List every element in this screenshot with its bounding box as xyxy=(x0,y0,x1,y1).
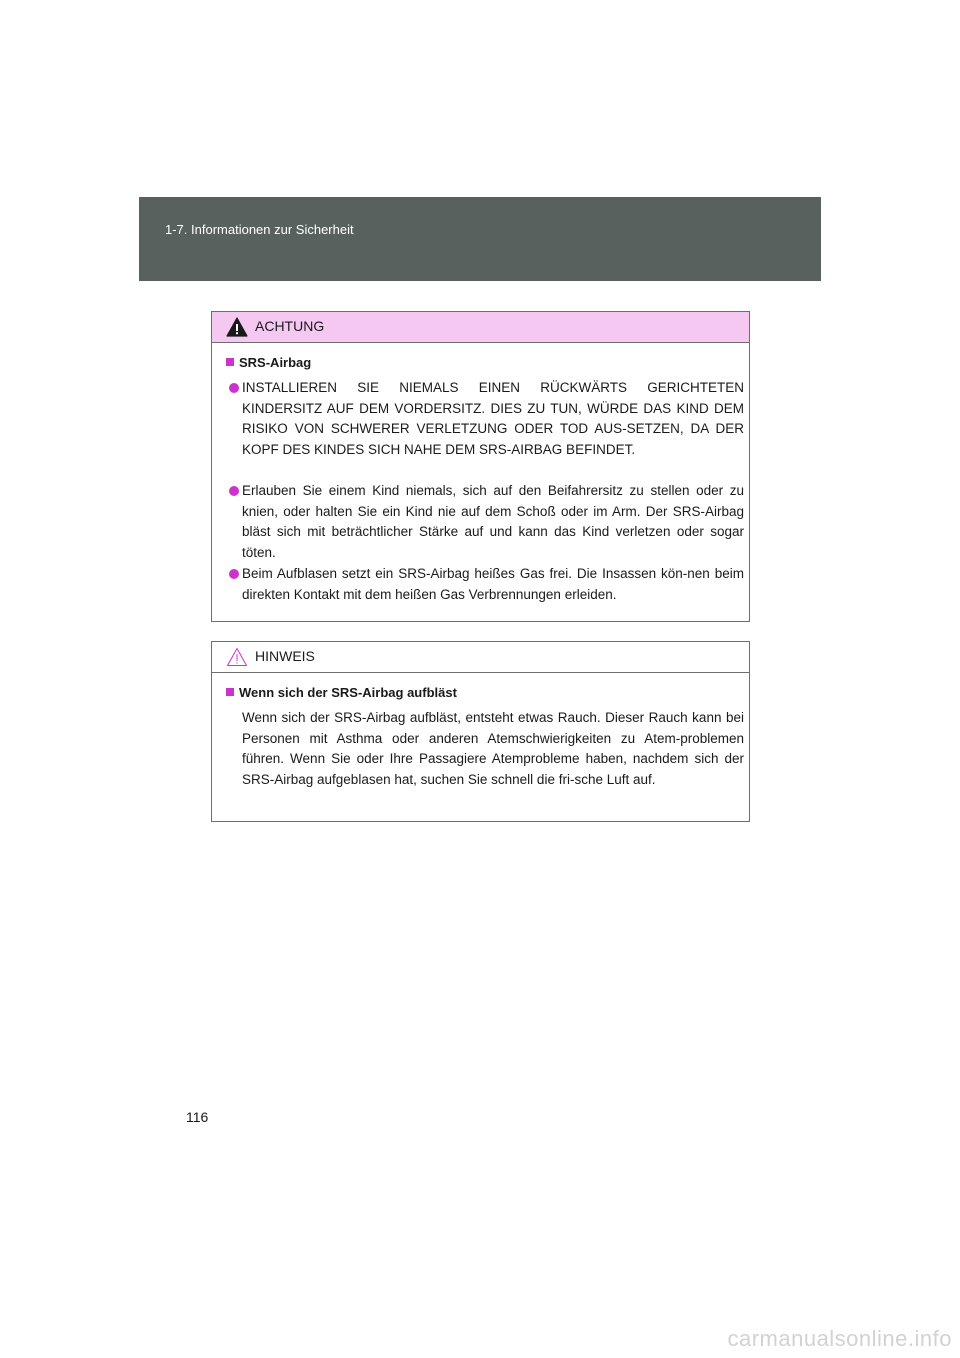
section-header-bar xyxy=(139,197,821,281)
notice-title: HINWEIS xyxy=(255,648,315,664)
square-bullet-icon xyxy=(226,358,234,366)
round-bullet-icon xyxy=(229,569,239,579)
warning-title: ACHTUNG xyxy=(255,318,325,334)
watermark: carmanualsonline.info xyxy=(727,1326,952,1351)
list-item-text: Erlauben Sie einem Kind niemals, sich auf den Beifahrersitz zu stellen oder zu knien, oder halten Sie ein Kind nie auf dem Schoß oder im Arm. Der SRS-Airbag bläst sich mit beträchtlicher Stärke auf und kann das Kind verletzen oder sogar töten. xyxy=(242,483,744,560)
warning-triangle-icon xyxy=(226,317,248,337)
warning-section-label: SRS-Airbag xyxy=(239,355,312,370)
warning-box-header xyxy=(212,312,749,343)
notice-section-title xyxy=(226,685,457,700)
list-item xyxy=(229,378,744,460)
notice-box xyxy=(211,641,750,822)
square-bullet-icon xyxy=(226,688,234,696)
list-item-text: INSTALLIEREN SIE NIEMALS EINEN RÜCKWÄRTS GERICHTETEN KINDERSITZ AUF DEM VORDERSITZ. DIES ZU TUN, WÜRDE DAS KIND DEM RISIKO VON SCHWERER VERLETZUNG ODER TOD AUS-SETZEN, DA DER KOPF DES KINDES SICH NAHE DEM SRS-AIRBAG BEFINDET. xyxy=(242,380,744,457)
warning-box xyxy=(211,311,750,622)
notice-paragraph xyxy=(229,708,744,790)
section-title: 1-7. Informationen zur Sicherheit xyxy=(165,222,354,237)
round-bullet-icon xyxy=(229,383,239,393)
warning-section-title xyxy=(226,355,311,370)
notice-paragraph-text: Wenn sich der SRS-Airbag aufbläst, entsteht etwas Rauch. Dieser Rauch kann bei Personen mit Asthma oder anderen Atemschwierigkeiten zu Atem-problemen führen. Wenn Sie oder Ihre Passagiere Atemprobleme haben, nachdem sich der SRS-Airbag aufgeblasen hat, suchen Sie schnell die fri-sche Luft auf. xyxy=(242,710,744,787)
page-number: 116 xyxy=(186,1109,209,1125)
notice-box-header xyxy=(212,642,749,673)
notice-section-label: Wenn sich der SRS-Airbag aufbläst xyxy=(239,685,457,700)
list-item-text: Beim Aufblasen setzt ein SRS-Airbag heißes Gas frei. Die Insassen kön-nen beim direkten Kontakt mit dem heißen Gas Verbrennungen erleiden. xyxy=(242,566,744,602)
list-item xyxy=(229,564,744,605)
caution-triangle-icon xyxy=(226,647,248,667)
list-item xyxy=(229,481,744,563)
round-bullet-icon xyxy=(229,486,239,496)
